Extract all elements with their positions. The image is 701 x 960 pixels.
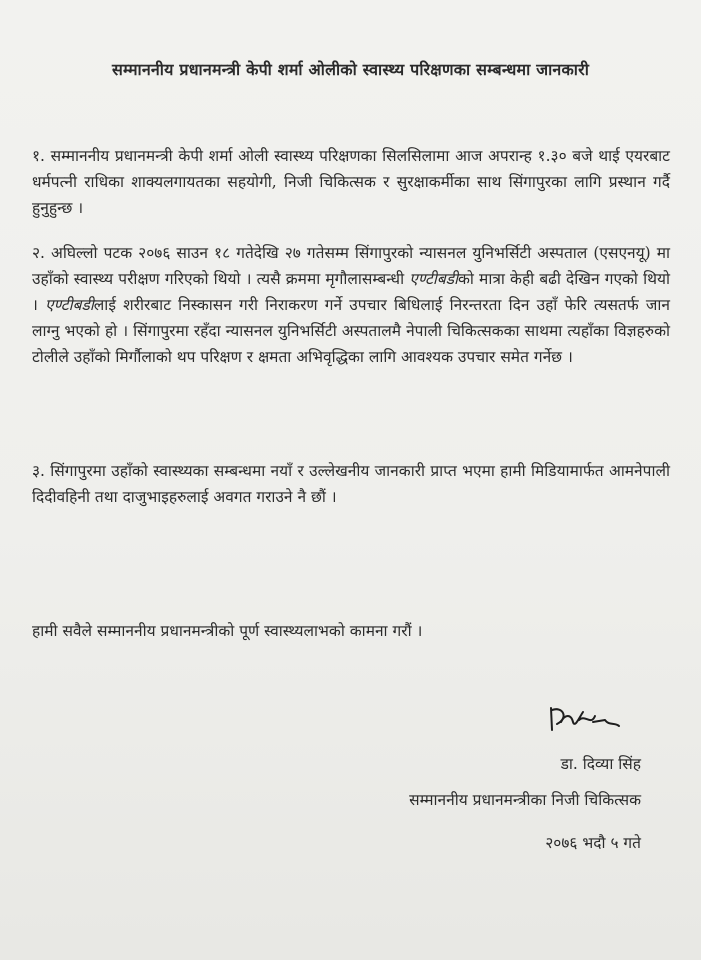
letter-date: २०७६ भदौ ५ गते	[545, 834, 641, 852]
paragraph-2	[32, 240, 670, 370]
closing-line: हामी सवैले सम्माननीय प्रधानमन्त्रीको पूर्ण स्वास्थ्यलाभको कामना गरौं ।	[32, 622, 423, 640]
antibody-term-2: एण्टीबडी	[45, 296, 94, 314]
paragraph-2-part-b: को मात्रा केही बढी देखिन गएको थियो ।	[32, 270, 670, 314]
document-title: सम्माननीय प्रधानमन्त्री केपी शर्मा ओलीको स्वास्थ्य परिक्षणका सम्बन्धमा जानकारी	[111, 60, 590, 79]
paragraph-1: १. सम्माननीय प्रधानमन्त्री केपी शर्मा ओली स्वास्थ्य परिक्षणका सिलसिलामा आज अपरान्ह १.३० बजे थाई एयरबाट धर्मपत्नी राधिका शाक्यलगायतका सहयोगी, निजी चिकित्सक र सुरक्षाकर्मीका साथ सिंगापुरका लागि प्रस्थान गर्दै हुनुहुन्छ ।	[32, 147, 670, 217]
paragraph-3: ३. सिंगापुरमा उहाँको स्वास्थ्यका सम्बन्धमा नयाँ र उल्लेखनीय जानकारी प्राप्त भएमा हामी मिडियामार्फत आमनेपाली दिदीवहिनी तथा दाजुभाइहरुलाई अवगत गराउने नै छौं ।	[32, 462, 670, 506]
signer-title: सम्माननीय प्रधानमन्त्रीका निजी चिकित्सक	[409, 791, 641, 809]
signature-icon	[545, 700, 625, 734]
signer-name: डा. दिव्या सिंह	[560, 755, 641, 773]
paragraph-2-part-a: २. अघिल्लो पटक २०७६ साउन १८ गतेदेखि २७ गतेसम्म सिंगापुरको न्यासनल युनिभर्सिटी अस्पताल (एसएनयू) मा उहाँको स्वास्थ्य परीक्षण गरिएको थियो । त्यसै क्रममा मृगौलासम्बन्धी	[32, 244, 670, 288]
antibody-term-1: एण्टीबडी	[409, 270, 458, 288]
paragraph-2-part-c: लाई शरीरबाट निस्कासन गरी निराकरण गर्ने उपचार बिधिलाई निरन्तरता दिन उहाँ फेरि त्यसतर्फ जान लाग्नु भएको हो । सिंगापुरमा रहँदा न्यासनल युनिभर्सिटी अस्पतालमै नेपाली चिकित्सकका साथमा त्यहाँका विज्ञहरुको टोलीले उहाँको मिर्गौलाको थप परिक्षण र क्षमता अभिवृद्धिका लागि आवश्यक उपचार समेत गर्नेछ ।	[32, 296, 670, 366]
